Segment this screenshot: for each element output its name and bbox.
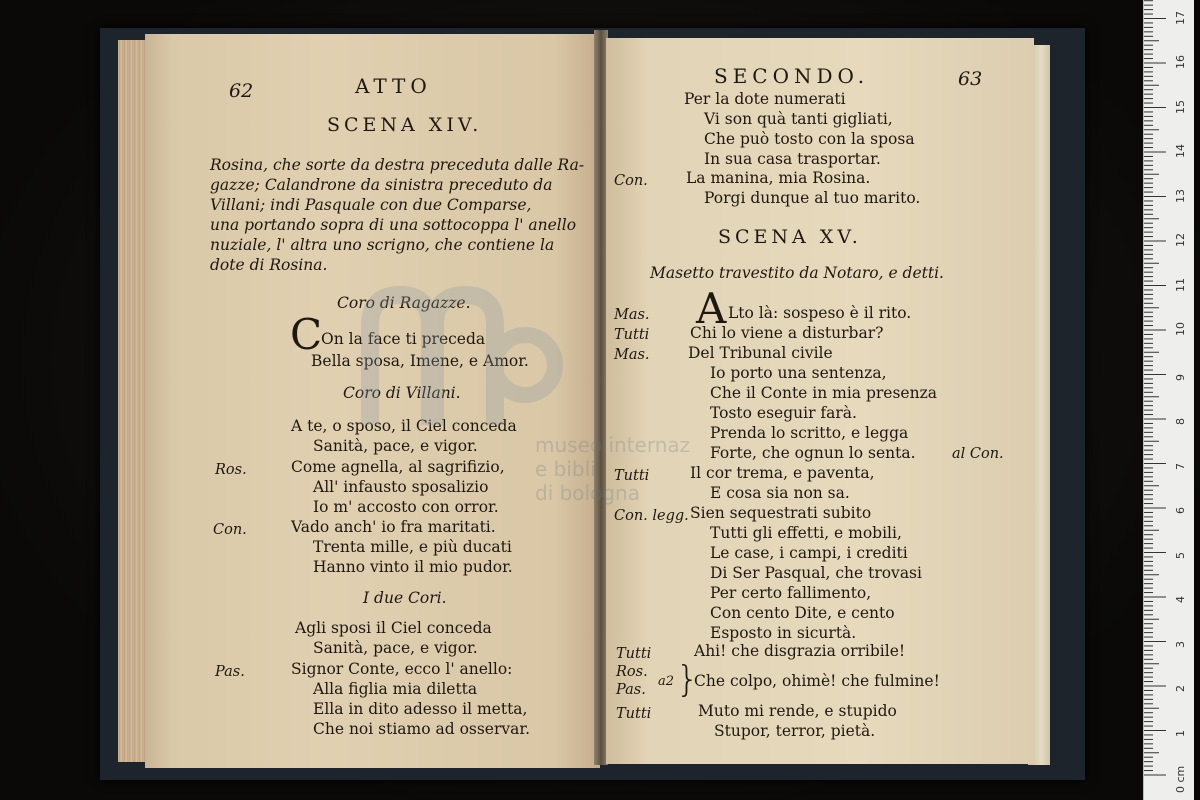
ruler-number: 11 [1174,277,1187,292]
watermark-text: museo internaz [535,433,691,457]
verse-line: All' infausto sposalizio [313,478,489,496]
stage-direction-line: gazze; Calandrone da sinistra preceduto da [210,176,553,194]
verse-line: Tutti gli effetti, e mobili, [710,524,902,542]
speaker-tutti: Tutti [616,706,652,722]
speaker-tutti: Tutti [614,468,650,484]
speaker-pas: Pas. [215,664,245,680]
right-page [606,38,1034,764]
verse-line: Muto mi rende, e stupido [698,702,897,720]
speaker-ros: Ros. [215,462,247,478]
verse-line: Signor Conte, ecco l' anello: [291,660,513,678]
verse-line: Agli sposi il Ciel conceda [295,619,492,637]
verse-line: Vi son quà tanti gigliati, [704,110,893,128]
watermark-text: e bibli [535,457,596,481]
stage-direction-line: dote di Rosina. [210,256,328,274]
scene-title-xv: SCENA XV. [718,226,862,248]
verse-line: Stupor, terror, pietà. [714,722,876,740]
speaker-con-legg: Con. legg. [614,508,689,524]
verse-line: Le case, i campi, i crediti [710,544,908,562]
verse-line: Ella in dito adesso il metta, [313,700,528,718]
ruler-number: 14 [1174,144,1187,158]
verse-line: Forte, che ognun lo senta. [710,444,916,462]
verse-line: Tosto eseguir farà. [710,404,857,422]
verse-line: Sanità, pace, e vigor. [313,437,478,455]
speaker-con: Con. [213,522,247,538]
verse-line: Chi lo viene a disturbar? [690,324,884,342]
brace: } [676,659,699,700]
left-page [145,34,600,768]
ruler-number: 9 [1174,373,1187,381]
verse-line: In sua casa trasportar. [704,150,881,168]
verse-line: Sien sequestrati subito [690,504,872,522]
verse-line: Come agnella, al sagrifizio, [291,458,505,476]
ruler-number: 2 [1174,685,1187,692]
ruler-number: 13 [1174,188,1187,203]
verse-line: Del Tribunal civile [688,344,833,362]
ruler-number: 1 [1174,729,1187,737]
ruler-number: 0 cm [1174,765,1187,793]
verse-line: Che colpo, ohimè! che fulmine! [694,672,940,690]
stage-direction-line: una portando sopra di una sottocoppa l' anello [210,216,577,234]
verse-line: Io porto una sentenza, [710,364,887,382]
chorus-heading-villani: Coro di Villani. [343,384,461,402]
speaker-mas: Mas. [614,347,650,363]
verse-line: Per la dote numerati [684,90,846,108]
verse-line: Io m' accosto con orror. [313,498,499,516]
verse-line: Alla figlia mia diletta [313,680,478,698]
verse-line: Che noi stiamo ad osservar. [313,720,531,738]
speaker-a2: a2 [658,674,675,689]
measurement-ruler [1143,0,1194,800]
ruler-ticks [1144,0,1194,800]
ruler-number: 16 [1174,55,1187,69]
verse-line: Esposto in sicurtà. [710,624,857,642]
page-number-left: 62 [229,80,254,102]
drop-cap: A [696,284,727,333]
scene-title-xiv: SCENA XIV. [327,114,483,136]
running-header-left: ATTO [355,74,432,98]
ruler-number: 6 [1174,507,1187,514]
verse-line: Che può tosto con la sposa [704,130,915,148]
verse-line: Bella sposa, Imene, e Amor. [311,352,529,370]
ruler-number: 8 [1174,418,1187,425]
verse-line: Lto là: sospeso è il rito. [728,304,912,322]
verse-line: Per certo fallimento, [710,584,872,602]
speaker-pas: Pas. [616,682,646,698]
verse-line: La manina, mia Rosina. [686,169,871,187]
verse-line: Prenda lo scritto, e legga [710,424,909,442]
ruler-number: 17 [1174,10,1187,25]
chorus-heading-cori: I due Cori. [363,589,447,607]
verse-line: Trenta mille, e più ducati [313,538,512,556]
verse-line: Che il Conte in mia presenza [710,384,937,402]
verse-line: Ahi! che disgrazia orribile! [694,642,906,660]
stage-direction: Masetto travestito da Notaro, e detti. [650,264,944,282]
running-header-right: SECONDO. [714,64,870,88]
speaker-mas: Mas. [614,307,650,323]
verse-line: Porgi dunque al tuo marito. [704,189,921,207]
speaker-con: Con. [614,173,648,189]
stage-direction-line: Rosina, che sorte da destra preceduta dalle Ra- [210,156,585,174]
verse-line: Di Ser Pasqual, che trovasi [710,564,922,582]
ruler-number: 5 [1174,551,1187,559]
drop-cap: C [290,310,323,359]
verse-line: A te, o sposo, il Ciel conceda [291,417,517,435]
stage-aside: al Con. [952,446,1004,462]
chorus-heading-ragazze: Coro di Ragazze. [337,294,471,312]
speaker-ros: Ros. [616,664,648,680]
ruler-number: 3 [1174,640,1187,648]
verse-line: Con cento Dite, e cento [710,604,895,622]
ruler-number: 12 [1174,233,1187,247]
stage-direction-line: nuziale, l' altra uno scrigno, che contiene la [210,236,555,254]
verse-line: Il cor trema, e paventa, [690,464,875,482]
ruler-number: 15 [1174,99,1187,114]
verse-line: Hanno vinto il mio pudor. [313,558,513,576]
verse-line: Sanità, pace, e vigor. [313,639,478,657]
stage-direction-line: Villani; indi Pasquale con due Comparse, [210,196,532,214]
speaker-tutti: Tutti [614,327,650,343]
speaker-tutti: Tutti [616,646,652,662]
watermark-text: di bologna [535,481,640,505]
ruler-number: 4 [1174,596,1187,603]
ruler-number: 10 [1174,322,1187,336]
verse-line: On la face ti preceda [321,330,486,348]
verse-line: E cosa sia non sa. [710,484,850,502]
verse-line: Vado anch' io fra maritati. [291,518,496,536]
page-number-right: 63 [958,68,983,90]
ruler-number: 7 [1174,462,1187,470]
